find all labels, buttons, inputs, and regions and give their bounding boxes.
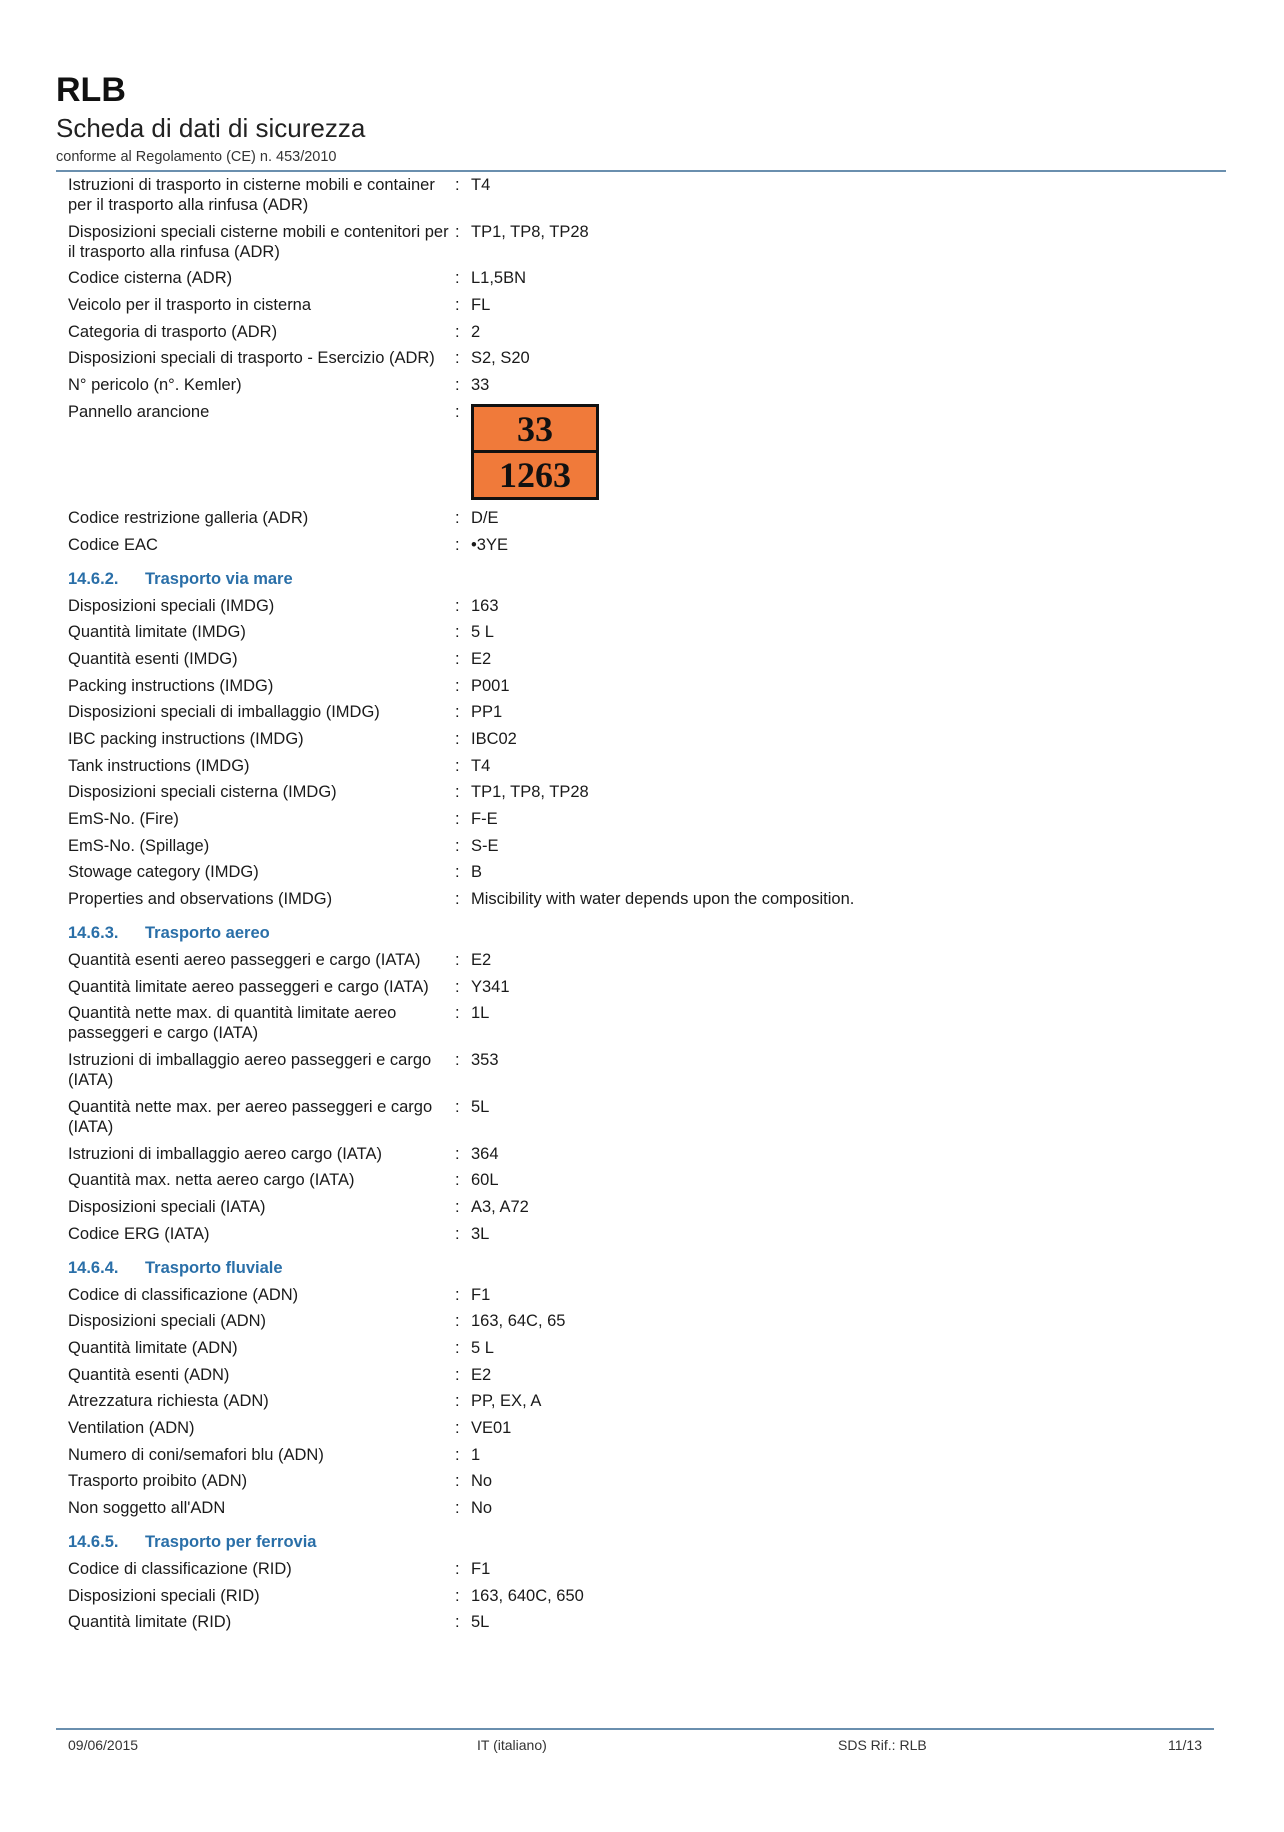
field-row [68, 1197, 1218, 1217]
field-separator: : [455, 649, 460, 668]
field-separator: : [455, 1392, 460, 1411]
field-row [68, 1224, 1218, 1244]
field-value: PP, EX, A [471, 1392, 542, 1411]
field-separator: : [455, 810, 460, 828]
field-value: VE01 [471, 1419, 512, 1437]
field-value: T4 [471, 756, 491, 775]
field-label: Categoria di trasporto (ADR) [68, 322, 278, 341]
section-number: 14.6.3. [68, 924, 119, 943]
field-separator: : [455, 729, 460, 748]
field-label: Istruzioni di trasporto in cisterne mobili e container per il trasporto alla rinfusa (ADR) [68, 176, 435, 214]
field-value: F1 [471, 1560, 491, 1579]
field-row [68, 649, 1218, 669]
section-number: 14.6.2. [68, 569, 119, 588]
field-row [68, 596, 1218, 616]
field-separator: : [455, 1312, 460, 1331]
field-row [68, 1445, 1218, 1465]
field-row [68, 950, 1218, 970]
un-number: 1263 [474, 453, 596, 497]
section-heading [68, 923, 1218, 943]
field-value: 2 [471, 322, 481, 341]
field-row [68, 756, 1218, 776]
orange-hazard-panel [471, 404, 599, 500]
field-row [68, 535, 1218, 555]
transport-section [68, 923, 1218, 1244]
transport-section [68, 1258, 1218, 1519]
field-label: Disposizioni speciali (IATA) [68, 1197, 266, 1216]
field-separator: : [455, 977, 460, 996]
field-row [68, 1418, 1218, 1438]
field-value: S2, S20 [471, 349, 530, 368]
header-divider [56, 170, 1226, 172]
field-label: Non soggetto all'ADN [68, 1499, 226, 1518]
field-value: 60L [471, 1171, 499, 1190]
field-value: 1L [471, 1004, 490, 1023]
field-label: N° pericolo (n°. Kemler) [68, 376, 242, 395]
field-label: Atrezzatura richiesta (ADN) [68, 1392, 269, 1411]
field-label: Disposizioni speciali di imballaggio (IMDG) [68, 703, 380, 722]
field-separator: : [455, 376, 460, 395]
section-number: 14.6.4. [68, 1258, 119, 1277]
field-label: Disposizioni speciali cisterne mobili e contenitori per il trasporto alla rinfusa (ADR) [68, 222, 449, 261]
field-label: Packing instructions (IMDG) [68, 676, 274, 695]
field-separator: : [455, 1499, 460, 1518]
field-row [68, 348, 1218, 368]
field-value: 5L [471, 1097, 490, 1116]
field-separator: : [455, 1004, 460, 1023]
field-value: 5L [471, 1613, 490, 1632]
field-separator: : [455, 783, 460, 802]
field-label: Trasporto proibito (ADN) [68, 1472, 248, 1491]
field-separator: : [455, 703, 460, 722]
field-label: Quantità nette max. di quantità limitate aereo passeggeri e cargo (IATA) [68, 1004, 397, 1043]
field-separator: : [455, 176, 460, 194]
footer-page-number: 11/13 [1168, 1737, 1202, 1753]
field-row [68, 702, 1218, 722]
field-value: No [471, 1472, 493, 1491]
field-value: 163, 640C, 650 [471, 1586, 584, 1605]
adr-rows [68, 175, 1218, 395]
field-value: 1 [471, 1445, 481, 1464]
field-label: Quantità limitate (RID) [68, 1613, 232, 1632]
field-row [68, 322, 1218, 342]
field-row [68, 1003, 1218, 1043]
transport-section [68, 1532, 1218, 1632]
field-row [68, 729, 1218, 749]
field-value: S-E [471, 836, 499, 855]
field-row [68, 809, 1218, 829]
transport-sections [68, 569, 1218, 1633]
regulation-note: conforme al Regolamento (CE) n. 453/2010 [56, 149, 337, 165]
adr-rows-after [68, 508, 1218, 555]
field-separator: : [455, 836, 460, 855]
field-label: Numero di coni/semafori blu (ADN) [68, 1445, 324, 1464]
field-row [68, 782, 1218, 802]
section-heading [68, 1532, 1218, 1552]
field-row [68, 977, 1218, 997]
field-label: IBC packing instructions (IMDG) [68, 729, 304, 748]
field-row [68, 1338, 1218, 1358]
field-separator: : [455, 951, 460, 970]
field-row [68, 1471, 1218, 1491]
field-separator: : [455, 890, 460, 909]
field-row [68, 1285, 1218, 1305]
field-value: TP1, TP8, TP28 [471, 222, 589, 241]
field-separator: : [455, 322, 460, 341]
field-separator: : [455, 1097, 460, 1116]
field-value: D/E [471, 508, 499, 527]
field-row [68, 1365, 1218, 1385]
field-separator: : [455, 623, 460, 642]
field-separator: : [455, 222, 460, 241]
field-separator: : [455, 1365, 460, 1384]
field-separator: : [455, 1051, 460, 1070]
field-separator: : [455, 402, 460, 421]
field-value: PP1 [471, 703, 503, 722]
field-separator: : [455, 1613, 460, 1632]
field-row [68, 889, 1218, 909]
field-row [68, 1586, 1218, 1606]
section-title: Trasporto fluviale [145, 1258, 283, 1277]
section-heading [68, 1258, 1218, 1278]
field-value: FL [471, 296, 491, 315]
field-separator: : [455, 296, 460, 315]
field-label: Stowage category (IMDG) [68, 863, 259, 882]
field-separator: : [455, 1285, 460, 1304]
field-row [68, 1097, 1218, 1137]
field-label: Tank instructions (IMDG) [68, 756, 250, 775]
section-title: Trasporto aereo [145, 924, 270, 943]
footer-divider [56, 1728, 1214, 1730]
field-label: Codice restrizione galleria (ADR) [68, 508, 309, 527]
field-row [68, 1144, 1218, 1164]
footer-sds-reference: SDS Rif.: RLB [838, 1737, 927, 1753]
field-value: 163 [471, 596, 499, 615]
field-label: Codice di classificazione (RID) [68, 1560, 292, 1579]
field-row [68, 1391, 1218, 1411]
hazard-identification-number: 33 [474, 407, 596, 451]
field-label: Pannello arancione [68, 402, 210, 421]
section-title: Trasporto per ferrovia [145, 1533, 317, 1552]
field-label: Disposizioni speciali cisterna (IMDG) [68, 783, 337, 802]
field-value: 5 L [471, 1338, 494, 1357]
field-label: Codice di classificazione (ADN) [68, 1285, 299, 1304]
field-separator: : [455, 1338, 460, 1357]
section-title: Trasporto via mare [145, 569, 293, 588]
field-value: F1 [471, 1285, 491, 1304]
field-separator: : [455, 596, 460, 615]
orange-panel-row [68, 402, 1218, 500]
field-separator: : [455, 1560, 460, 1579]
field-label: Istruzioni di imballaggio aereo passeggeri e cargo (IATA) [68, 1051, 432, 1090]
field-value: TP1, TP8, TP28 [471, 783, 589, 802]
field-value: IBC02 [471, 729, 517, 748]
field-value: No [471, 1499, 493, 1518]
field-row [68, 1050, 1218, 1090]
field-value [471, 402, 1218, 500]
field-value: 3L [471, 1224, 490, 1243]
transport-info [68, 175, 1218, 1639]
field-separator: : [455, 535, 460, 554]
field-label: Ventilation (ADN) [68, 1419, 195, 1437]
field-separator: : [455, 1144, 460, 1163]
field-separator: : [455, 508, 460, 527]
field-label: Quantità limitate (ADN) [68, 1338, 238, 1357]
field-value: Miscibility with water depends upon the composition. [471, 890, 855, 909]
field-separator: : [455, 676, 460, 695]
field-row [68, 1498, 1218, 1518]
field-value: E2 [471, 951, 492, 970]
field-separator: : [455, 756, 460, 775]
field-separator: : [455, 269, 460, 288]
field-row [68, 836, 1218, 856]
field-label: Quantità limitate aereo passeggeri e cargo (IATA) [68, 977, 429, 996]
product-name: RLB [56, 71, 126, 109]
field-label: Disposizioni speciali di trasporto - Esercizio (ADR) [68, 349, 435, 368]
field-row [68, 175, 1218, 215]
field-value: 364 [471, 1144, 499, 1163]
field-separator: : [455, 1197, 460, 1216]
field-separator: : [455, 863, 460, 882]
field-label: EmS-No. (Spillage) [68, 836, 210, 855]
field-value: 163, 64C, 65 [471, 1312, 566, 1331]
field-row [68, 622, 1218, 642]
field-label: Properties and observations (IMDG) [68, 890, 333, 909]
field-row [68, 1612, 1218, 1632]
field-label: Quantità max. netta aereo cargo (IATA) [68, 1171, 355, 1190]
field-value: •3YE [471, 535, 508, 554]
field-separator: : [455, 1586, 460, 1605]
field-label: EmS-No. (Fire) [68, 810, 179, 828]
field-row [68, 1559, 1218, 1579]
document-title: Scheda di dati di sicurezza [56, 113, 366, 143]
field-row [68, 222, 1218, 262]
field-separator: : [455, 349, 460, 368]
field-label: Quantità esenti (ADN) [68, 1365, 230, 1384]
field-row [68, 862, 1218, 882]
footer-language: IT (italiano) [477, 1737, 547, 1753]
field-row [68, 1170, 1218, 1190]
document-header [56, 70, 1226, 166]
field-label: Disposizioni speciali (ADN) [68, 1312, 267, 1331]
field-value: P001 [471, 676, 510, 695]
footer-date: 09/06/2015 [68, 1737, 139, 1753]
field-separator: : [455, 1171, 460, 1190]
field-value: T4 [471, 176, 491, 194]
field-separator: : [455, 1224, 460, 1243]
field-label: Quantità nette max. per aereo passeggeri e cargo (IATA) [68, 1097, 433, 1136]
field-label: Quantità esenti (IMDG) [68, 649, 238, 668]
field-label: Codice ERG (IATA) [68, 1224, 210, 1243]
field-separator: : [455, 1419, 460, 1437]
field-label: Istruzioni di imballaggio aereo cargo (IATA) [68, 1144, 382, 1163]
field-value: Y341 [471, 977, 510, 996]
field-label: Quantità limitate (IMDG) [68, 623, 246, 642]
field-row [68, 676, 1218, 696]
field-row [68, 1311, 1218, 1331]
field-row [68, 375, 1218, 395]
field-label: Veicolo per il trasporto in cisterna [68, 296, 312, 315]
field-value: L1,5BN [471, 269, 527, 288]
field-value: A3, A72 [471, 1197, 529, 1216]
field-row [68, 268, 1218, 288]
field-value: B [471, 863, 483, 882]
section-heading [68, 569, 1218, 589]
field-row [68, 508, 1218, 528]
field-separator: : [455, 1472, 460, 1491]
field-value: E2 [471, 649, 492, 668]
field-label: Codice cisterna (ADR) [68, 269, 233, 288]
field-value: 5 L [471, 623, 494, 642]
field-value: F-E [471, 810, 498, 828]
field-value: 353 [471, 1051, 499, 1070]
field-value: 33 [471, 376, 490, 395]
field-label: Quantità esenti aereo passeggeri e cargo (IATA) [68, 951, 421, 970]
section-number: 14.6.5. [68, 1533, 119, 1552]
field-row [68, 295, 1218, 315]
field-label: Codice EAC [68, 535, 158, 554]
transport-section [68, 569, 1218, 910]
field-separator: : [455, 1445, 460, 1464]
field-label: Disposizioni speciali (RID) [68, 1586, 260, 1605]
field-value: E2 [471, 1365, 492, 1384]
field-label: Disposizioni speciali (IMDG) [68, 596, 275, 615]
